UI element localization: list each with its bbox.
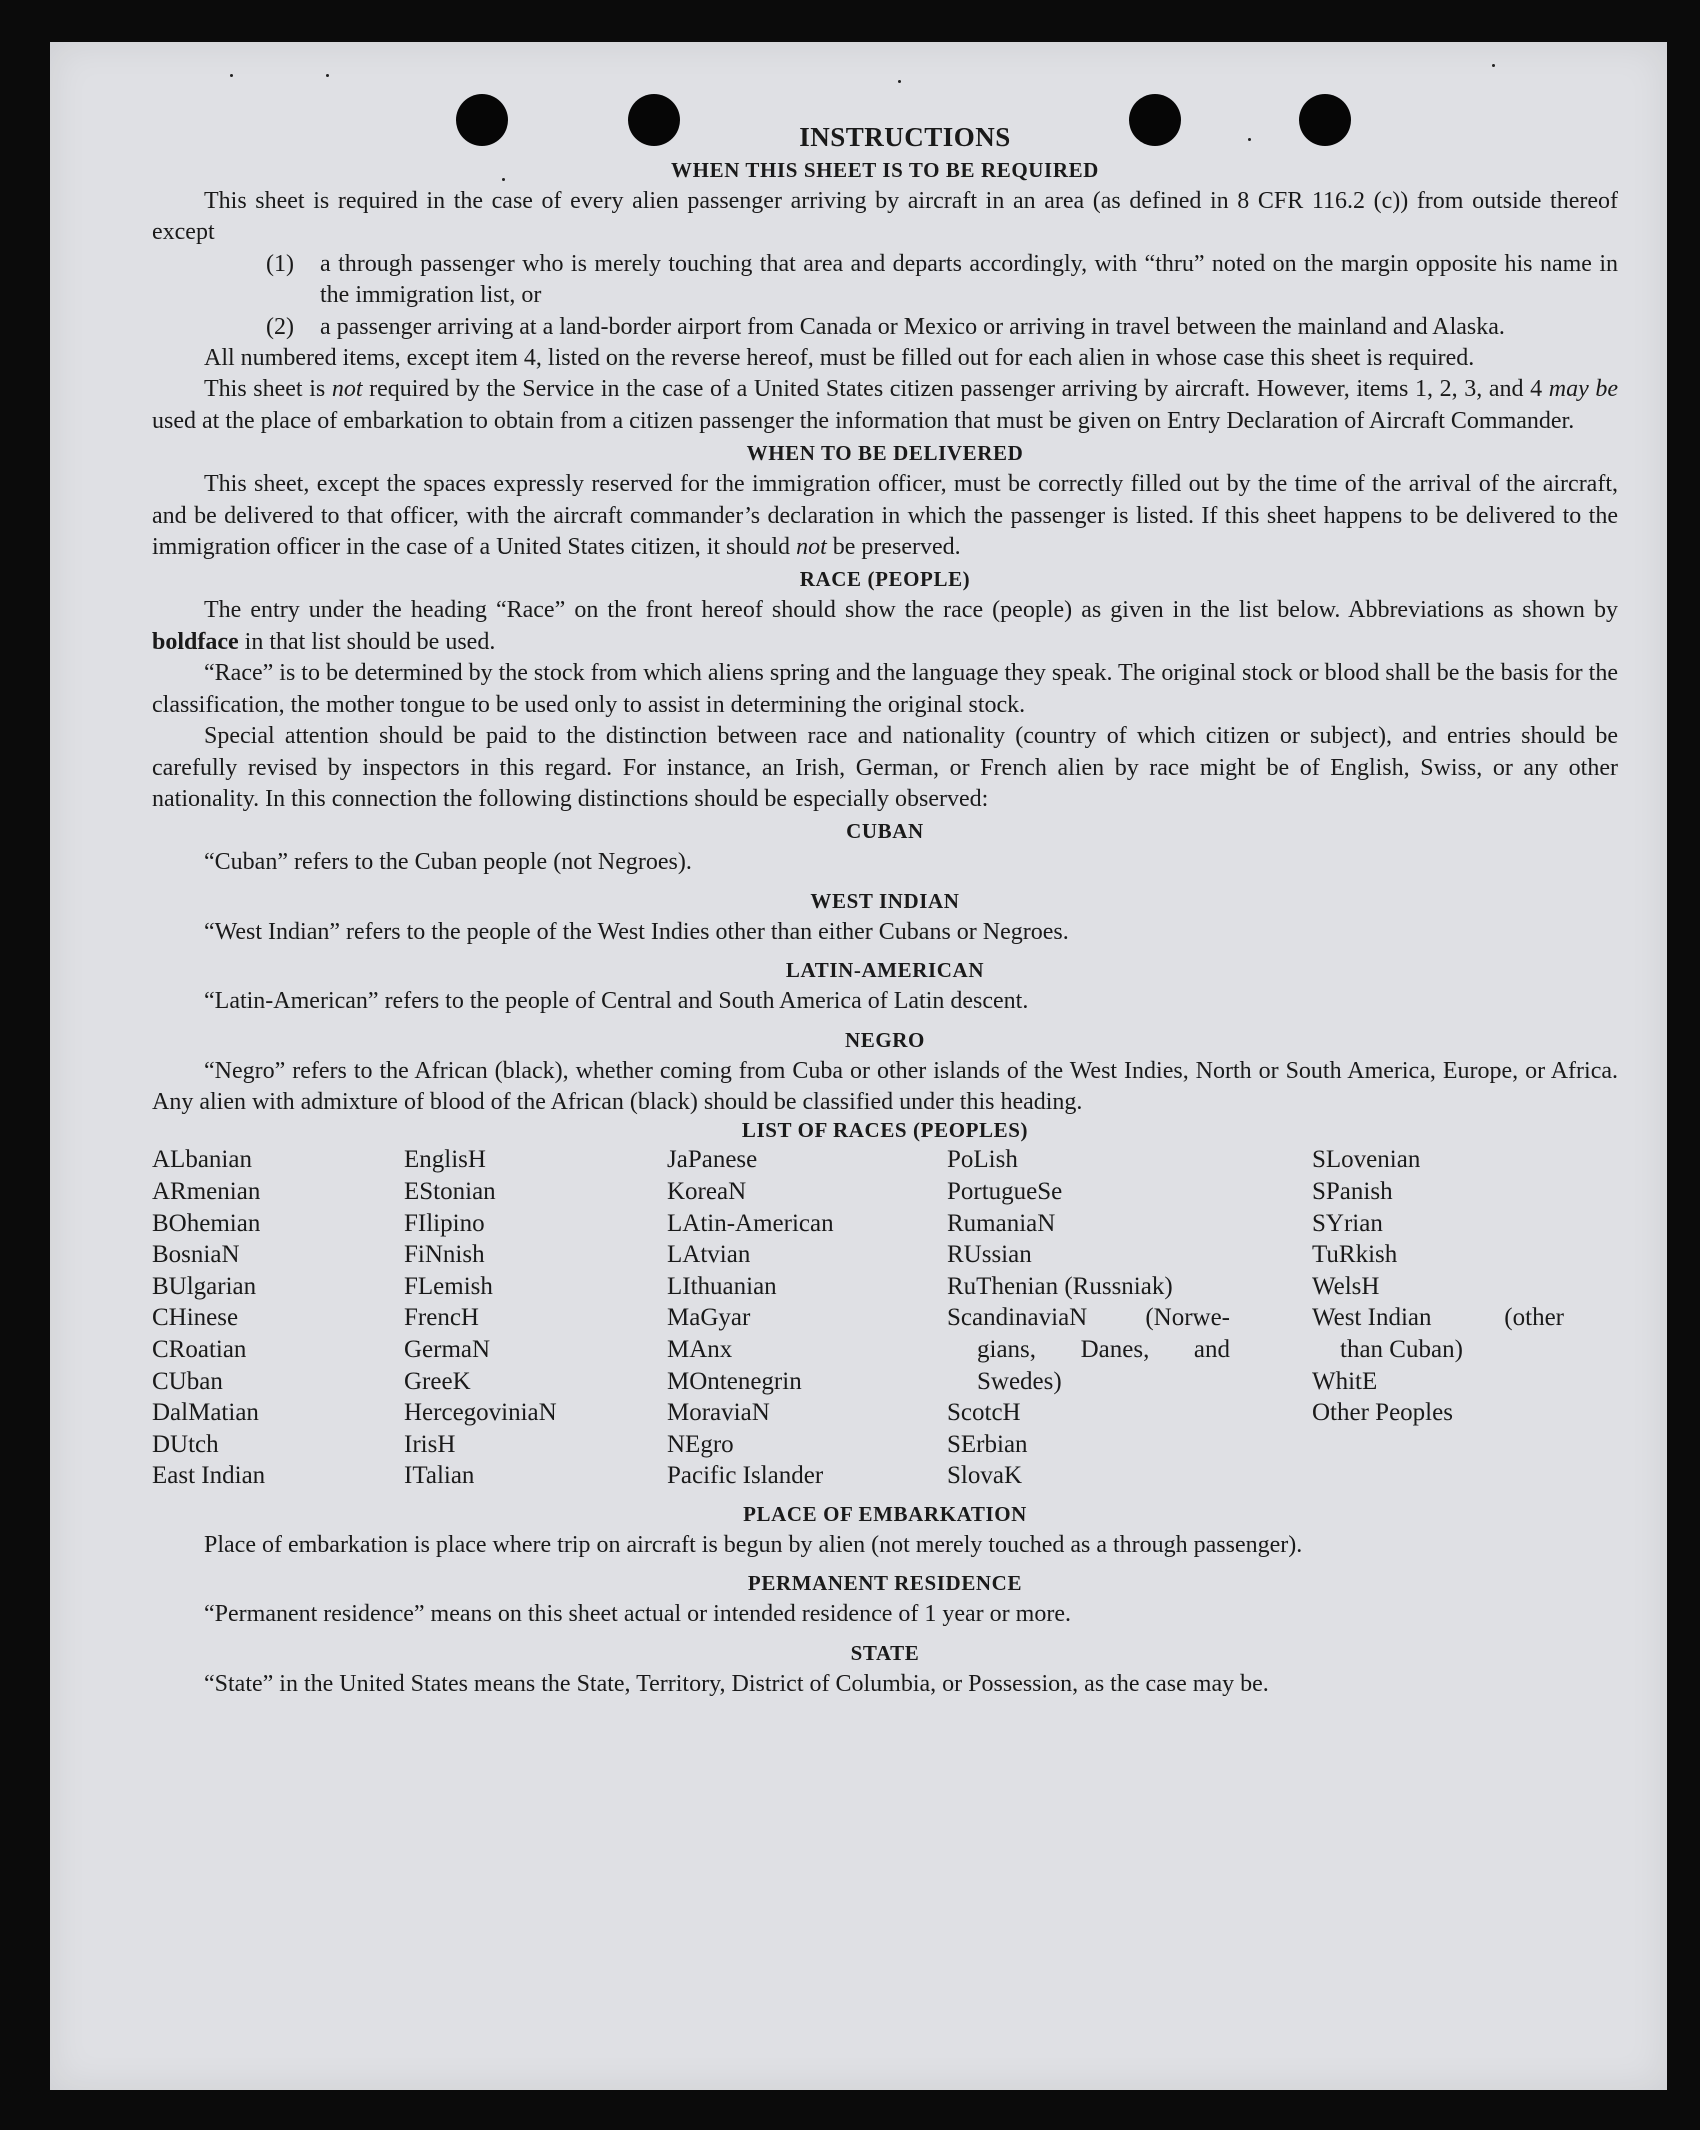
race-entry: ARmenian bbox=[152, 1177, 261, 1205]
race-entry-continued: than Cuban) bbox=[1340, 1335, 1463, 1363]
paragraph: This sheet, except the spaces expressly reserved for the immigration officer, must be correctly filled out by the time of the arrival of the aircraft, and be delivered to that officer, with the aircraft commander’s declaration in which the passenger is listed. If this sheet happens to be delivered to the immigration officer in the case of a United States citizen, it should not be preserved. bbox=[152, 471, 1618, 561]
item-number: (1) bbox=[266, 250, 294, 277]
section-heading: STATE bbox=[850, 1640, 920, 1665]
race-column bbox=[404, 1144, 667, 1492]
race-entry: CHinese bbox=[152, 1304, 239, 1332]
race-entry: FIlipino bbox=[404, 1209, 485, 1237]
paragraph: Special attention should be paid to the distinction between race and nationality (country of which citizen or subject), and entries should be carefully revised by inspectors in this regard. For instance, an Irish, German, or French alien by race might be of English, Swiss, or any other nationality. In this connection the following distinctions should be especially observed: bbox=[152, 723, 1618, 812]
race-entry: SlovaK bbox=[947, 1462, 1022, 1490]
section-heading: WHEN TO BE DELIVERED bbox=[746, 441, 1024, 466]
race-entry: RUssian bbox=[947, 1241, 1032, 1269]
speck bbox=[1492, 64, 1495, 67]
section-heading: WEST INDIAN bbox=[810, 888, 960, 913]
race-column bbox=[947, 1144, 1312, 1492]
race-entry: JaPanese bbox=[667, 1146, 758, 1174]
race-entry: CUban bbox=[152, 1367, 223, 1395]
race-entry: BOhemian bbox=[152, 1209, 261, 1237]
section-heading: NEGRO bbox=[844, 1027, 925, 1052]
race-entry: Other Peoples bbox=[1312, 1399, 1453, 1427]
race-entry: RuThenian (Russniak) bbox=[947, 1272, 1173, 1300]
race-entry: EStonian bbox=[404, 1177, 496, 1205]
race-entry: DalMatian bbox=[152, 1399, 259, 1427]
race-entry: MOntenegrin bbox=[667, 1367, 802, 1395]
section-heading: PERMANENT RESIDENCE bbox=[747, 1571, 1023, 1596]
race-entry: MoraviaN bbox=[667, 1399, 770, 1427]
race-entry: MaGyar bbox=[667, 1304, 751, 1332]
paragraph: This sheet is required in the case of every alien passenger arriving by aircraft in an area (as defined in 8 CFR 116.2 (c)) from outside thereof except bbox=[152, 188, 1618, 246]
section-heading: RACE (PEOPLE) bbox=[799, 567, 971, 592]
race-entry: FiNnish bbox=[404, 1241, 485, 1269]
item-text: a passenger arriving at a land-border airport from Canada or Mexico or arriving in travel between the mainland and Alaska. bbox=[320, 313, 1505, 340]
race-entry: Pacific Islander bbox=[667, 1462, 824, 1490]
race-entry: ScandinaviaN (Norwe- bbox=[947, 1304, 1230, 1332]
race-entry: TuRkish bbox=[1312, 1241, 1398, 1269]
race-entry: ALbanian bbox=[152, 1146, 252, 1174]
race-entry: RumaniaN bbox=[947, 1209, 1056, 1237]
race-column bbox=[152, 1144, 404, 1492]
paragraph: “Latin-American” refers to the people of Central and South America of Latin descent. bbox=[204, 988, 1029, 1015]
race-list bbox=[152, 1144, 1618, 1492]
item-number: (2) bbox=[266, 313, 294, 340]
section-heading: WHEN THIS SHEET IS TO BE REQUIRED bbox=[671, 158, 1099, 182]
race-entry: WhitE bbox=[1312, 1367, 1378, 1395]
race-entry: MAnx bbox=[667, 1335, 733, 1363]
race-entry: NEgro bbox=[667, 1430, 734, 1458]
document-page bbox=[50, 42, 1667, 2090]
race-entry: IrisH bbox=[404, 1430, 456, 1458]
race-entry: GreeK bbox=[404, 1367, 471, 1395]
race-entry: PortugueSe bbox=[947, 1177, 1063, 1205]
race-entry: FrencH bbox=[404, 1304, 479, 1332]
race-entry: SLovenian bbox=[1312, 1146, 1421, 1174]
numbered-item bbox=[152, 312, 1618, 343]
paragraph: All numbered items, except item 4, listed on the reverse hereof, must be filled out for each alien in whose case this sheet is required. bbox=[204, 345, 1475, 372]
race-entry: East Indian bbox=[152, 1462, 266, 1490]
speck bbox=[326, 74, 329, 77]
race-column bbox=[1312, 1144, 1572, 1492]
instructions-body bbox=[152, 120, 1618, 1700]
item-text: a through passenger who is merely touching that area and departs accordingly, with “thru” noted on the margin opposite his name in the immigration list, or bbox=[320, 250, 1618, 309]
race-entry: HercegoviniaN bbox=[404, 1399, 557, 1427]
paragraph: This sheet is not required by the Service in the case of a United States citizen passenger arriving by aircraft. However, items 1, 2, 3, and 4 may be used at the place of embarkation to obtain from a citizen passenger the information that must be given on Entry Declaration of Aircraft Commander. bbox=[152, 376, 1618, 434]
race-entry-continued: gians, Danes, and bbox=[977, 1335, 1230, 1363]
paragraph: “West Indian” refers to the people of the West Indies other than either Cubans or Negroes. bbox=[204, 918, 1069, 945]
race-entry: EnglisH bbox=[404, 1146, 486, 1174]
speck bbox=[230, 74, 233, 77]
race-entry: SErbian bbox=[947, 1430, 1028, 1458]
race-entry: LAtin-American bbox=[667, 1209, 834, 1237]
race-entry: ScotcH bbox=[947, 1399, 1021, 1427]
section-heading: LIST OF RACES (PEOPLES) bbox=[741, 1118, 1029, 1143]
race-entry: West Indian (other bbox=[1312, 1304, 1564, 1332]
numbered-item bbox=[152, 249, 1618, 312]
race-entry: LAtvian bbox=[667, 1241, 751, 1269]
race-entry: PoLish bbox=[947, 1146, 1018, 1174]
race-entry: LIthuanian bbox=[667, 1272, 777, 1300]
race-column bbox=[667, 1144, 947, 1492]
race-entry: ITalian bbox=[404, 1462, 475, 1490]
paragraph: “Race” is to be determined by the stock from which aliens spring and the language they speak. The original stock or blood shall be the basis for the classification, the mother tongue to be used only to assist in determining the original stock. bbox=[152, 660, 1618, 718]
section-heading: CUBAN bbox=[846, 819, 924, 844]
paragraph: “State” in the United States means the State, Territory, District of Columbia, or Possession, as the case may be. bbox=[204, 1670, 1269, 1697]
section-heading: PLACE OF EMBARKATION bbox=[743, 1501, 1027, 1526]
race-entry: SPanish bbox=[1312, 1177, 1393, 1205]
paragraph: “Cuban” refers to the Cuban people (not Negroes). bbox=[204, 849, 692, 876]
race-entry: FLemish bbox=[404, 1272, 493, 1300]
race-entry: CRoatian bbox=[152, 1335, 247, 1363]
race-entry: SYrian bbox=[1312, 1209, 1383, 1237]
page-title: INSTRUCTIONS bbox=[799, 122, 1011, 152]
race-entry: GermaN bbox=[404, 1335, 491, 1363]
race-entry: WelsH bbox=[1312, 1272, 1380, 1300]
race-entry: KoreaN bbox=[667, 1177, 747, 1205]
speck bbox=[898, 80, 901, 83]
race-entry: DUtch bbox=[152, 1430, 219, 1458]
paragraph: The entry under the heading “Race” on the front hereof should show the race (people) as given in the list below. Abbreviations as shown by boldface in that list should be used. bbox=[152, 597, 1618, 655]
section-heading: LATIN-AMERICAN bbox=[785, 958, 985, 983]
race-entry-continued: Swedes) bbox=[977, 1367, 1062, 1395]
paragraph: Place of embarkation is place where trip on aircraft is begun by alien (not merely touched as a through passenger). bbox=[204, 1531, 1303, 1558]
race-entry: BUlgarian bbox=[152, 1272, 257, 1300]
paragraph: “Permanent residence” means on this sheet actual or intended residence of 1 year or more. bbox=[204, 1601, 1071, 1628]
race-entry: BosniaN bbox=[152, 1241, 240, 1269]
paragraph: “Negro” refers to the African (black), whether coming from Cuba or other islands of the West Indies, North or South America, Europe, or Africa. Any alien with admixture of blood of the African (black) should be classified under this heading. bbox=[152, 1057, 1618, 1115]
